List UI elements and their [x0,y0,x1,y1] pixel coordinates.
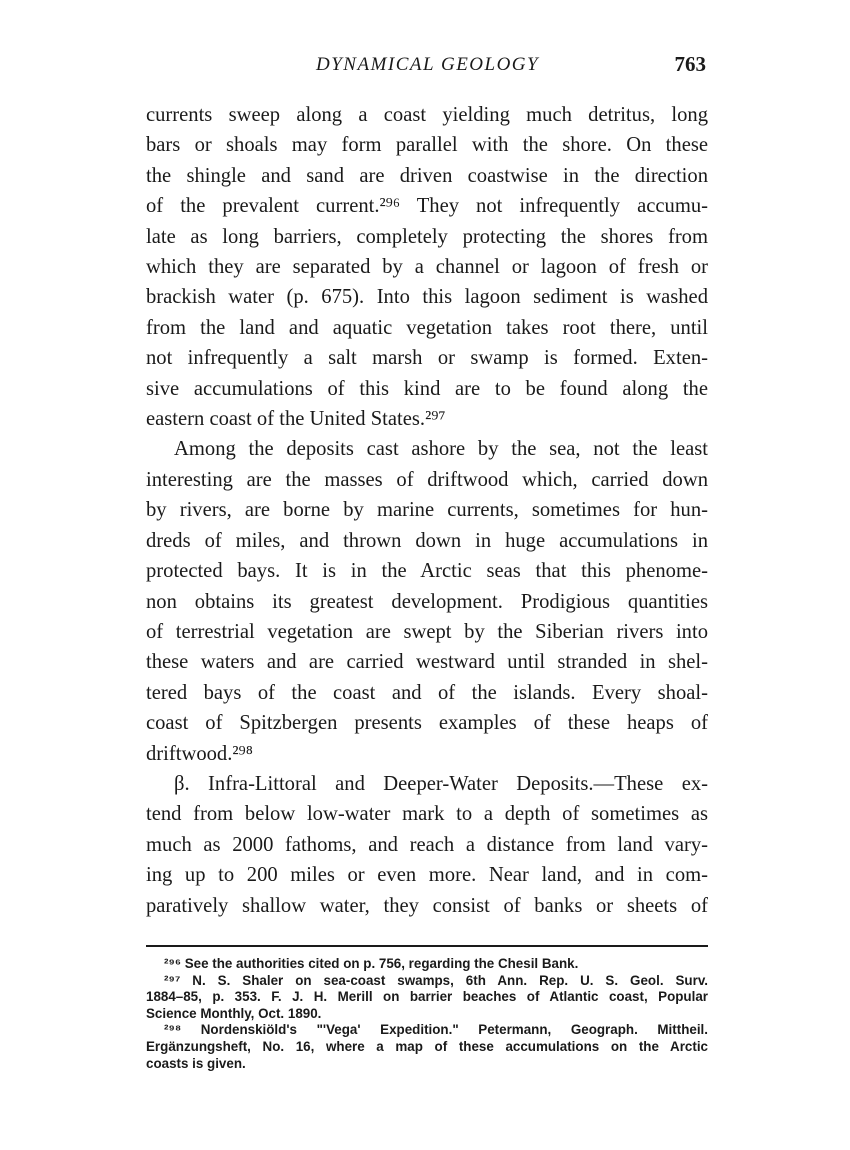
text-line: sive accumulations of this kind are to be found along the [146,377,708,400]
text-line: of the prevalent current.²⁹⁶ They not infrequently accumu- [146,195,708,218]
footnote-line: 1884–85, p. 353. F. J. H. Merill on barrier beaches of Atlantic coast, Popular [146,989,708,1005]
text-line: interesting are the masses of driftwood which, carried down [146,468,708,491]
footnote [146,973,708,1023]
page-header [146,54,708,84]
text-line: currents sweep along a coast yielding much detritus, long [146,104,708,126]
footnote-line: Ergänzungsheft, No. 16, where a map of these accumulations on the Arctic [146,1038,708,1054]
text-line: of terrestrial vegetation are swept by the Siberian rivers into [146,620,708,643]
text-line: protected bays. It is in the Arctic seas that this phenome- [146,560,708,583]
text-line: tend from below low-water mark to a depth of sometimes as [146,803,708,826]
footnotes [146,956,708,1072]
paragraph [146,434,708,768]
text-line: dreds of miles, and thrown down in huge accumulations in [146,529,708,552]
footnote-line: coasts is given. [146,1055,246,1071]
running-head: DYNAMICAL GEOLOGY [316,54,540,75]
paragraph [146,100,708,434]
footnote-line: ²⁹⁸ Nordenskiöld's "'Vega' Expedition." Petermann, Geograph. Mittheil. [164,1022,708,1038]
text-line: β. Infra-Littoral and Deeper-Water Deposits.—These ex- [174,772,708,795]
text-line: not infrequently a salt marsh or swamp is formed. Exten- [146,347,708,370]
text-line: which they are separated by a channel or lagoon of fresh or [146,256,708,279]
text-line: bars or shoals may form parallel with the shore. On these [146,134,708,157]
footnote-line: ²⁹⁶ See the authorities cited on p. 756, regarding the Chesil Bank. [164,956,579,971]
text-line: these waters and are carried westward until stranded in shel- [146,651,708,674]
text-line: driftwood.²⁹⁸ [146,742,253,765]
text-line: much as 2000 fathoms, and reach a distance from land vary- [146,833,708,856]
text-line: coast of Spitzbergen presents examples of these heaps of [146,712,708,735]
text-line: paratively shallow water, they consist of banks or sheets of [146,894,708,917]
text-line: late as long barriers, completely protecting the shores from [146,225,708,248]
text-line: tered bays of the coast and of the islands. Every shoal- [146,681,708,704]
page-number: 763 [674,52,706,76]
text-line: from the land and aquatic vegetation takes root there, until [146,316,708,339]
text-line: ing up to 200 miles or even more. Near land, and in com- [146,864,708,887]
text-line: eastern coast of the United States.²⁹⁷ [146,408,446,431]
paragraph [146,769,708,921]
text-line: non obtains its greatest development. Prodigious quantities [146,590,708,613]
footnote [146,1022,708,1072]
text-line: the shingle and sand are driven coastwise in the direction [146,164,708,187]
body-text [146,100,708,921]
text-line: brackish water (p. 675). Into this lagoon sediment is washed [146,286,708,309]
text-line: by rivers, are borne by marine currents, sometimes for hun- [146,499,708,522]
footnote-line: ²⁹⁷ N. S. Shaler on sea-coast swamps, 6th Ann. Rep. U. S. Geol. Surv. [164,972,708,988]
text-line: Among the deposits cast ashore by the sea, not the least [174,438,708,461]
footnote [146,956,708,973]
footnote-line: Science Monthly, Oct. 1890. [146,1005,322,1021]
footnote-rule [146,945,708,947]
